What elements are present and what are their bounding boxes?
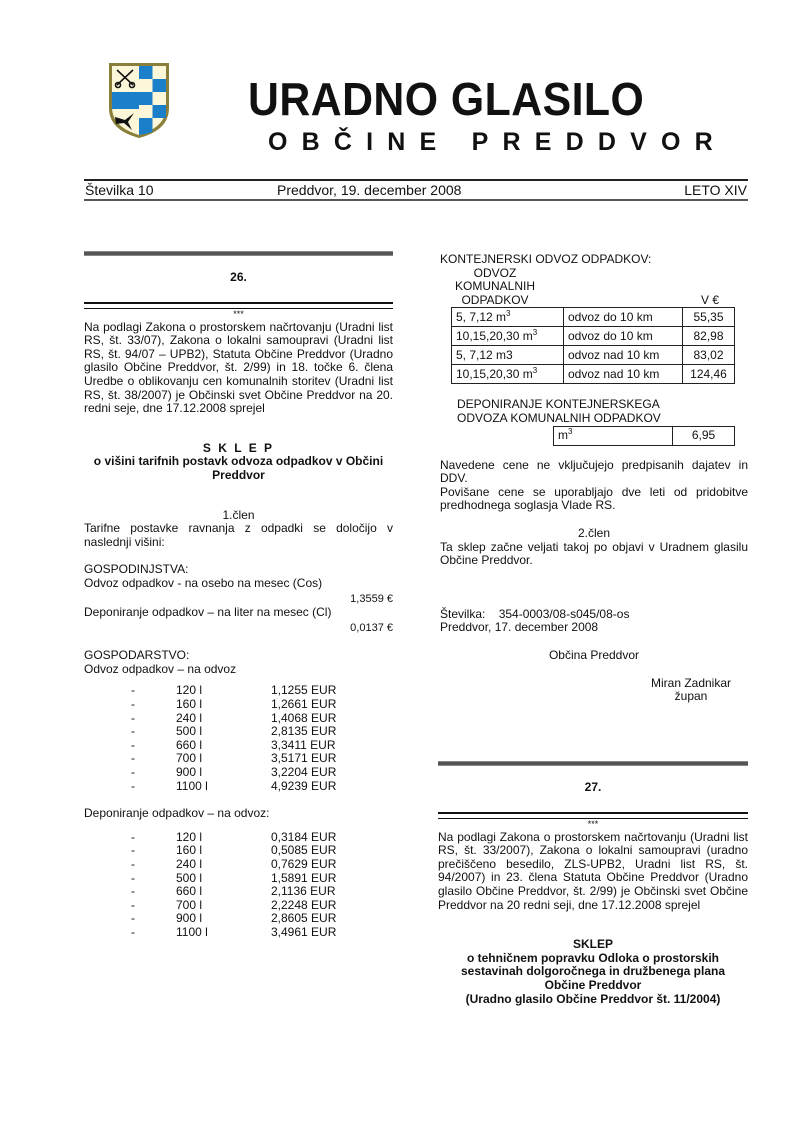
price-list-item: - 500 l 1,5891 EUR xyxy=(131,870,337,885)
signatory-name: Miran Zadnikar xyxy=(650,675,732,690)
issue-place-date: Preddvor, 19. december 2008 xyxy=(277,182,462,198)
publication-subtitle: OBČINE PREDDVOR xyxy=(268,128,727,156)
household-rate-label: Odvoz odpadkov - na osebo na mesec (Cos) xyxy=(84,575,323,590)
coat-of-arms-logo xyxy=(106,60,172,140)
price-list-item: - 1100 l 3,4961 EUR xyxy=(131,924,337,939)
reference-date: Preddvor, 17. december 2008 xyxy=(440,620,599,635)
table-row: $m^3$ 6,95 xyxy=(554,426,735,445)
price-list-item: - 160 l 0,5085 EUR xyxy=(131,843,337,858)
signatory-title: župan xyxy=(674,689,708,704)
volume-year: LETO XIV xyxy=(684,182,747,198)
article-1-text: Tarifne postavke ravnanja z odpadki se določijo v naslednji višini: xyxy=(84,521,393,549)
reference-number: Številka: 354-0003/08-s045/08-os xyxy=(440,606,630,621)
preamble: Na podlagi Zakona o prostorskem načrtovanju (Uradni list RS, št. 33/2007), Zakona o lokalni samoupravi (uradno prečiščeno besedilo, ZLS-UPB2, Uradni list RS, št. 94/2007) in 23. člena Statuta Občine Preddvor (Uradno glasilo Občine Preddvor, št. 2/99) je Občinski svet Občine Preddvor na 20 redni seji, dne 17.12.2008 sprejel xyxy=(438,829,748,912)
article-number: 26. xyxy=(230,270,247,284)
price-list-item: - 660 l 3,3411 EUR xyxy=(131,737,336,752)
decision-subtitle: o tehničnem popravku Odloka o prostorskih sestavinah dolgoročnega in družbenega plana Občine Preddvor (Uradno glasilo Občine Preddvor št. 11/2004) xyxy=(460,950,726,1006)
deposit-price-table xyxy=(553,426,735,446)
price-list-item: - 900 l 2,8605 EUR xyxy=(131,911,337,926)
preamble: Na podlagi Zakona o prostorskem načrtovanju (Uradni list RS, št. 33/07), Zakona o lokalni samoupravi (Uradni list RS, št. 94/07 – UPB2), Statuta Občine Preddvor (Uradno glasilo Občine Preddvor, št. 2/99) in 18. točke 6. člena Uredbe o oblikovanju cen komunalnih storitev (Uradni list RS, št. 38/2007) je Občinski svet Občine Preddvor na 20. redni seje, dne 17.12.2008 sprejel xyxy=(84,319,393,416)
article-27 xyxy=(438,761,748,1006)
price-list-item: - 240 l 0,7629 EUR xyxy=(131,857,337,871)
decision-title: SKLEP xyxy=(572,937,613,952)
container-transport-heading: KONTEJNERSKI ODVOZ ODPADKOV: xyxy=(440,252,652,266)
table-row: 5, 7,12 $m^3$ odvoz do 10 km 55,35 xyxy=(452,308,735,327)
article-26-right-column xyxy=(440,253,748,704)
price-list-item: - 700 l 2,2248 EUR xyxy=(131,897,337,912)
decision-title: S K L E P xyxy=(202,440,275,455)
deposit-heading: DEPONIRANJE KONTEJNERSKEGA ODVOZA KOMUNALNIH ODPADKOV xyxy=(457,397,661,425)
price-list-item: - 240 l 1,4068 EUR xyxy=(131,710,337,725)
section-divider xyxy=(438,812,748,819)
separator-stars: *** xyxy=(233,308,244,319)
section-divider xyxy=(84,302,393,309)
price-list-item: - 160 l 1,2661 EUR xyxy=(131,697,337,712)
header-divider-bottom xyxy=(84,199,748,201)
section-divider xyxy=(84,251,393,256)
issue-info-bar xyxy=(85,182,747,198)
article-heading-1: 1.člen xyxy=(222,507,255,522)
price-list-item: - 500 l 2,8135 EUR xyxy=(131,724,337,739)
publication-title: URADNO GLASILO xyxy=(248,73,645,125)
price-note: Navedene cene ne vključujejo predpisanih dajatev in DDV. xyxy=(440,457,748,486)
container-col-header: ODVOZ KOMUNALNIH ODPADKOV xyxy=(454,265,535,307)
business-deposit-label: Deponiranje odpadkov – na odvoz: xyxy=(84,806,270,821)
validity-note: Povišane cene se uporabljajo dve leti od pridobitve predhodnega soglasja Vlade RS. xyxy=(440,484,748,513)
signatory-block xyxy=(648,677,734,704)
section-divider xyxy=(438,761,748,766)
price-list-item: - 660 l 2,1136 EUR xyxy=(131,884,336,899)
header-divider-top xyxy=(84,179,748,181)
price-col-header: V € xyxy=(700,292,719,307)
article-2-text: Ta sklep začne veljati takoj po objavi v Uradnem glasilu Občine Preddvor. xyxy=(440,539,748,568)
household-rate-label: Deponiranje odpadkov – na liter na mesec (Cl) xyxy=(84,605,332,620)
business-transport-list xyxy=(84,684,393,793)
price-list-item: - 900 l 3,2204 EUR xyxy=(131,765,337,780)
separator-stars: *** xyxy=(587,818,599,829)
household-rate-value: 0,0137 € xyxy=(350,621,393,634)
household-rate-value: 1,3559 € xyxy=(350,592,393,605)
issue-number: Številka 10 xyxy=(85,182,154,198)
article-heading-2: 2.člen xyxy=(577,525,611,540)
container-price-table xyxy=(451,307,735,384)
decision-subtitle: o višini tarifnih postavk odvoza odpadkov v Občini Preddvor xyxy=(93,454,384,482)
business-deposit-list xyxy=(84,831,393,940)
signatory-organization: Občina Preddvor xyxy=(548,647,640,662)
households-heading: GOSPODINJSTVA: xyxy=(84,562,189,577)
article-26-left-column xyxy=(84,251,393,940)
table-row: 5, 7,12 m3 odvoz nad 10 km 83,02 xyxy=(452,346,735,365)
table-row: 10,15,20,30 $m^3$ odvoz do 10 km 82,98 xyxy=(452,327,735,346)
price-list-item: - 120 l 1,1255 EUR xyxy=(131,683,337,698)
article-number: 27. xyxy=(584,780,602,794)
business-heading: GOSPODARSTVO: xyxy=(84,648,190,663)
price-list-item: - 1100 l 4,9239 EUR xyxy=(131,778,337,793)
price-list-item: - 700 l 3,5171 EUR xyxy=(131,751,337,766)
table-row: 10,15,20,30 $m^3$ odvoz nad 10 km 124,46 xyxy=(452,365,735,384)
price-list-item: - 120 l 0,3184 EUR xyxy=(131,829,337,844)
business-transport-label: Odvoz odpadkov – na odvoz xyxy=(84,661,237,676)
